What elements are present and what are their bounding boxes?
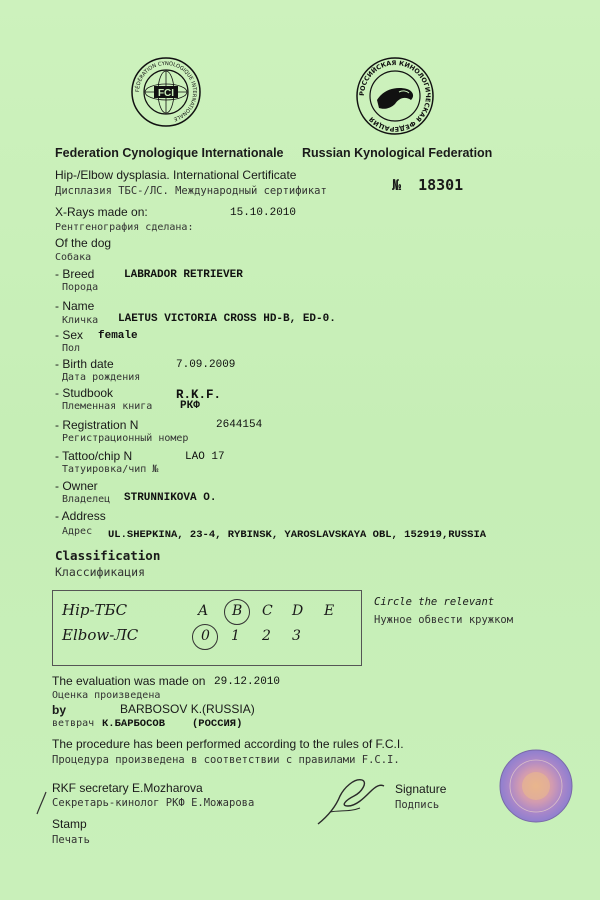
signature-label-en: Signature	[395, 782, 447, 796]
vet-name-ru: К.БАРБОСОВ	[102, 718, 166, 730]
hip-grade-c: C	[262, 603, 273, 619]
address-value: UL.SHEPKINA, 23-4, RYBINSK, YAROSLAVSKAYA OBL, 152919,RUSSIA	[108, 529, 487, 541]
secretary-ru: Секретарь-кинолог РКФ Е.Можарова	[52, 797, 255, 809]
owner-label-en: - Owner	[55, 479, 98, 493]
xrays-date: 15.10.2010	[230, 207, 297, 219]
registration-value: 2644154	[216, 419, 263, 431]
hip-selected-circle	[224, 599, 250, 625]
name-value: LAETUS VICTORIA CROSS HD-B, ED-0.	[118, 313, 336, 325]
hip-grade-d: D	[292, 603, 304, 619]
vet-name-en: BARBOSOV K.(RUSSIA)	[120, 702, 255, 716]
vet-label-ru: ветврач	[52, 718, 95, 729]
hologram-stamp	[498, 748, 574, 824]
evaluation-date: 29.12.2010	[214, 676, 281, 688]
number-value: 18301	[418, 176, 464, 194]
elbow-grade-2: 2	[262, 628, 271, 644]
fci-ring-text: FÉDÉRATION CYNOLOGIQUE INTERNATIONALE	[134, 60, 198, 122]
hip-grade-a: A	[198, 603, 209, 619]
elbow-label: Elbow-ЛС	[62, 626, 139, 644]
by-label: by	[52, 703, 67, 717]
xrays-label-en: X-Rays made on:	[55, 205, 148, 219]
procedure-text-ru: Процедура произведена в соответствии с правилами F.C.I.	[52, 754, 400, 766]
org-right: Russian Kynological Federation	[302, 146, 493, 160]
sex-label-en: - Sex	[55, 328, 84, 342]
handwritten-signature	[310, 772, 390, 832]
dog-label-en: Of the dog	[55, 236, 112, 250]
secretary-tick-mark	[34, 790, 50, 816]
fci-logo	[130, 56, 202, 128]
xrays-label-ru: Рентгенография сделана:	[55, 222, 194, 233]
name-label-ru: Кличка	[62, 315, 99, 326]
breed-value: LABRADOR RETRIEVER	[124, 269, 243, 281]
hip-grade-b: B	[232, 603, 243, 619]
vet-country-ru: (РОССИЯ)	[192, 718, 243, 730]
owner-label-ru: Владелец	[62, 494, 111, 505]
title-en: Hip-/Elbow dysplasia. International Certificate	[55, 168, 297, 182]
studbook-value-ru: РКФ	[180, 400, 200, 412]
dog-label-ru: Собака	[55, 252, 92, 263]
circle-note-en: Circle the relevant	[374, 596, 495, 608]
breed-label-en: - Breed	[55, 267, 95, 281]
studbook-label-en: - Studbook	[55, 386, 114, 400]
org-left: Federation Cynologique Internationale	[55, 146, 284, 160]
stamp-label-en: Stamp	[52, 817, 87, 831]
breed-label-ru: Порода	[62, 282, 99, 293]
elbow-grade-0: 0	[201, 628, 210, 644]
evaluation-label-en: The evaluation was made on	[52, 674, 206, 688]
address-label-en: - Address	[55, 509, 106, 523]
certificate-number	[392, 176, 463, 194]
secretary-en: RKF secretary E.Mozharova	[52, 781, 203, 795]
registration-label-en: - Registration N	[55, 418, 139, 432]
elbow-grade-3: 3	[292, 628, 301, 644]
fci-logo-text: FCI	[157, 88, 175, 99]
elbow-selected-circle	[192, 624, 218, 650]
registration-label-ru: Регистрационный номер	[62, 433, 189, 444]
studbook-value: R.K.F.	[176, 388, 222, 402]
signature-label-ru: Подпись	[395, 799, 440, 811]
classification-label-ru: Классификация	[55, 565, 146, 579]
circle-note-ru: Нужное обвести кружком	[374, 614, 514, 626]
address-label-ru: Адрес	[62, 526, 93, 537]
owner-value: STRUNNIKOVA O.	[124, 492, 217, 504]
tattoo-label-ru: Татуировка/чип №	[62, 464, 159, 475]
stamp-label-ru: Печать	[52, 834, 90, 846]
classification-label-en: Classification	[55, 548, 161, 563]
elbow-grade-1: 1	[231, 628, 240, 644]
evaluation-label-ru: Оценка произведена	[52, 690, 161, 701]
hip-label: Hip-ТБС	[62, 601, 128, 619]
title-ru: Дисплазия ТБС-/ЛС. Международный сертификат	[55, 185, 327, 197]
birth-label-en: - Birth date	[55, 357, 114, 371]
sex-label-ru: Пол	[62, 343, 81, 354]
tattoo-value: LAO 17	[185, 451, 225, 463]
number-label: №	[392, 176, 402, 194]
rkf-logo	[355, 56, 435, 136]
birth-value: 7.09.2009	[176, 359, 236, 371]
birth-label-ru: Дата рождения	[62, 372, 141, 383]
sex-value: female	[98, 330, 138, 342]
studbook-label-ru: Племенная книга	[62, 401, 153, 412]
name-label-en: - Name	[55, 299, 95, 313]
procedure-text-en: The procedure has been performed according to the rules of F.C.I.	[52, 737, 404, 751]
rkf-ring-text: РОССИЙСКАЯ КИНОЛОГИЧЕСКАЯ ФЕДЕРАЦИЯ	[357, 58, 433, 134]
tattoo-label-en: - Tattoo/chip N	[55, 449, 133, 463]
hip-grade-e: E	[324, 603, 335, 619]
